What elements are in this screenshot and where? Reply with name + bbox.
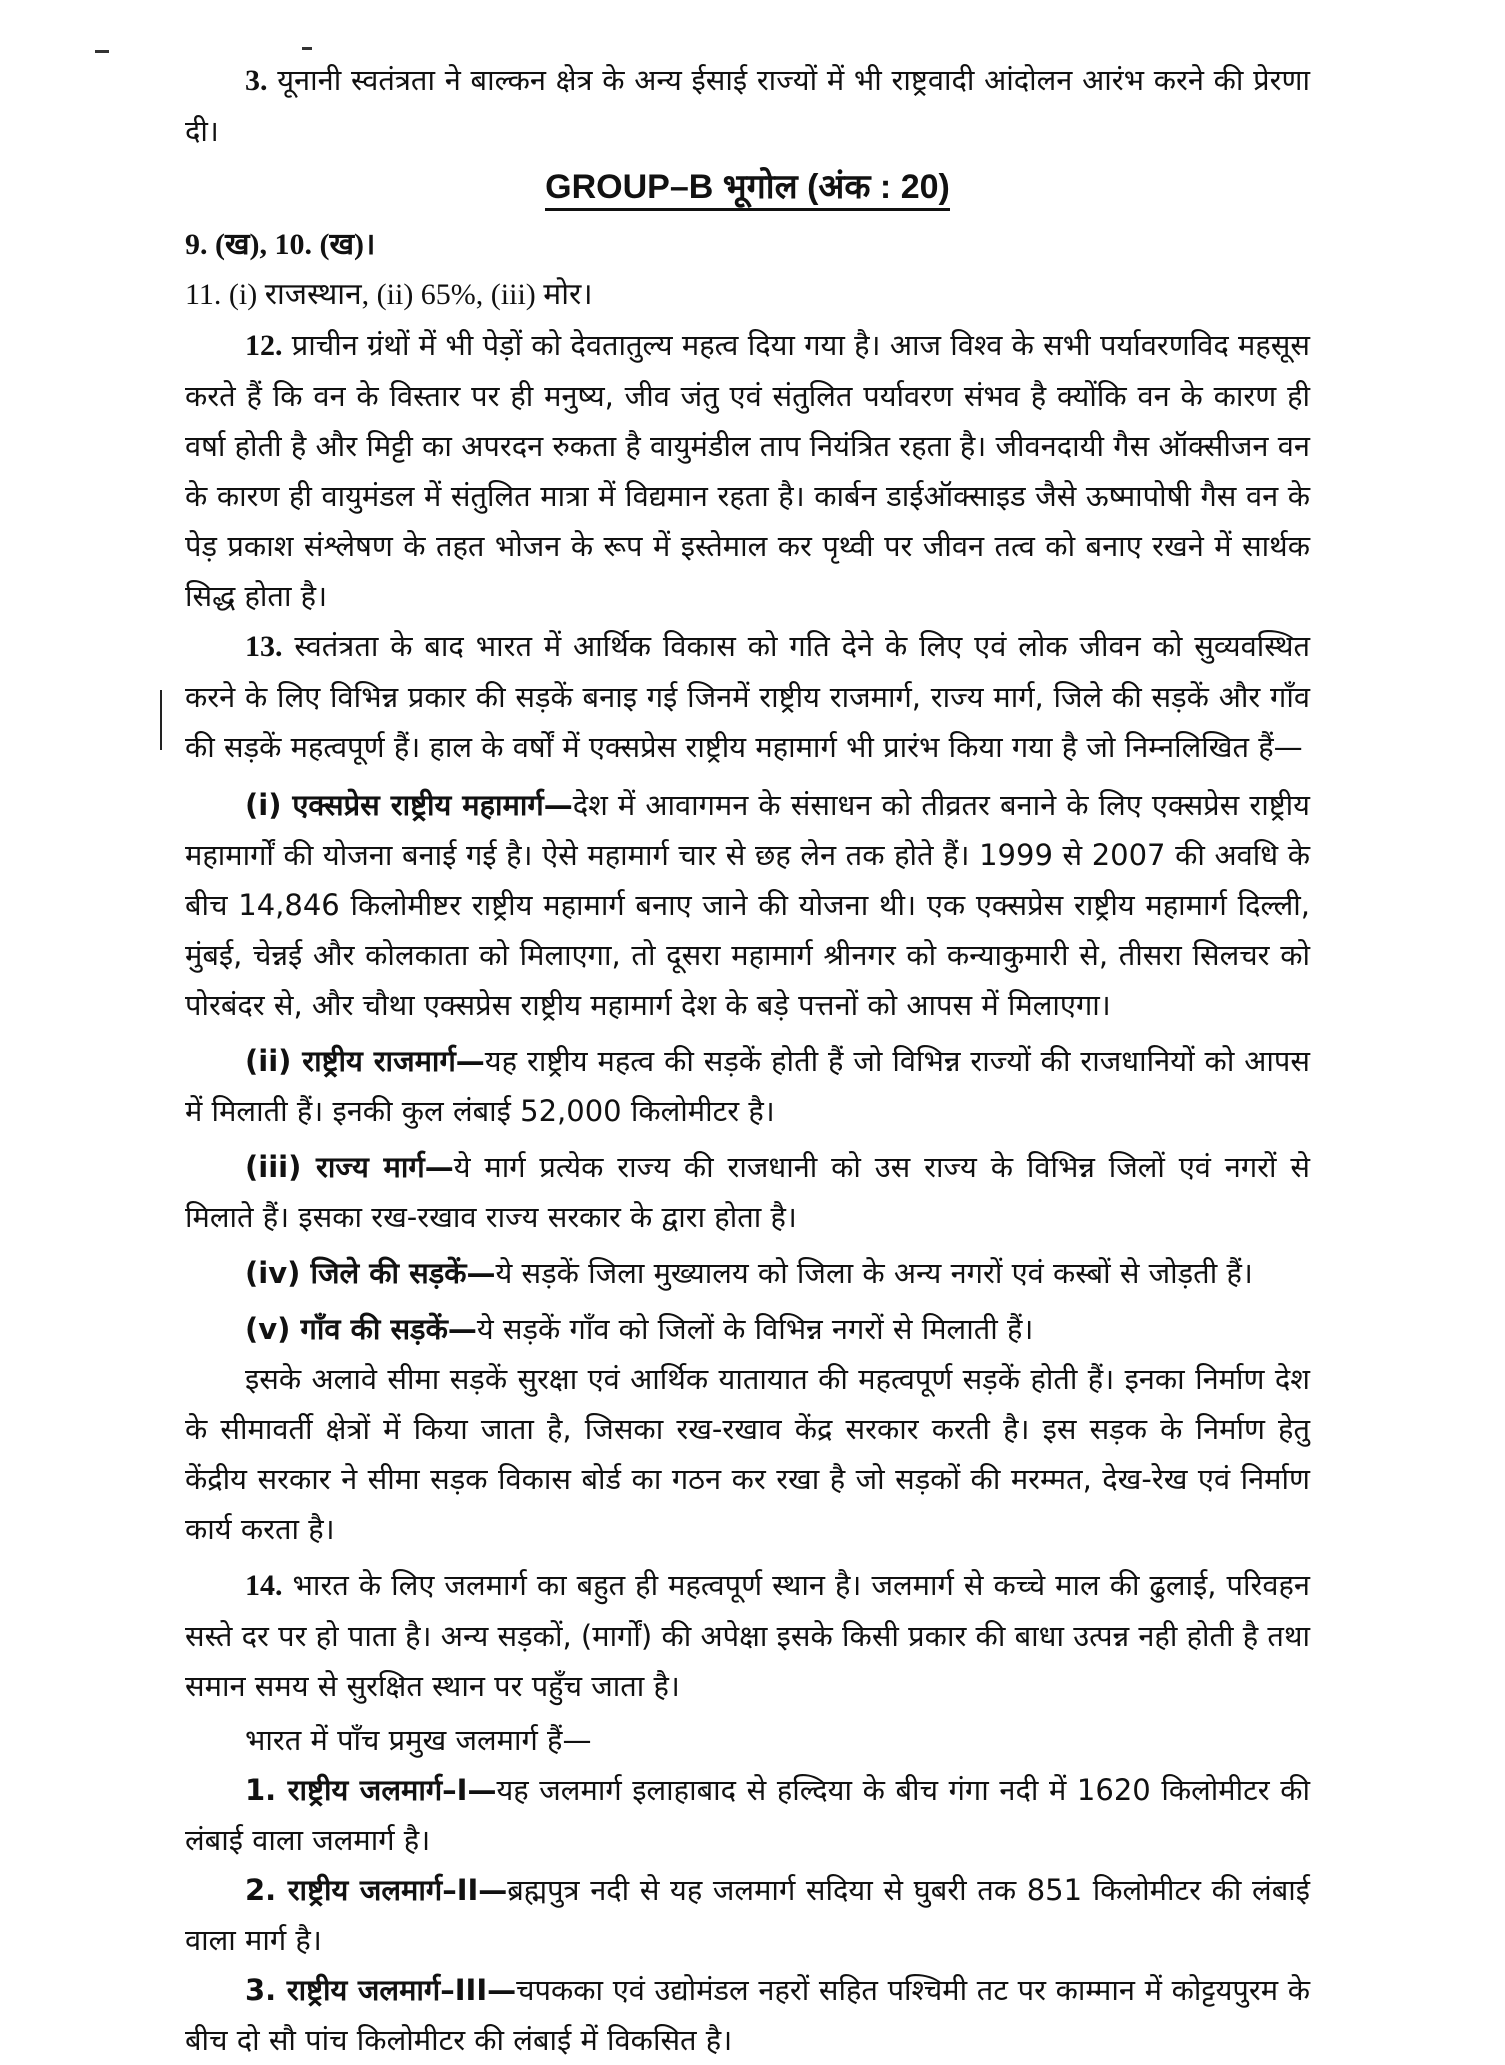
waterway-label: 3. राष्ट्रीय जलमार्ग–III—: [245, 1973, 517, 2007]
waterway-text: चपकका एवं उद्योमंडल नहरों सहित पश्चिमी तट पर काम्मान में कोट्टयपुरम के बीच दो सौ पांच किलोमीटर की लंबाई में विकसित है।: [185, 1973, 1310, 2057]
waterway-label: 1. राष्ट्रीय जलमार्ग–I—: [245, 1773, 497, 1807]
waterways-intro: [185, 1715, 1310, 1765]
answer-11: [185, 270, 1310, 320]
road-type-label: (iv) जिले की सड़कें—: [245, 1256, 496, 1290]
border-roads-text: इसके अलावे सीमा सड़कें सुरक्षा एवं आर्थिक यातायात की महत्वपूर्ण सड़कें होती हैं। इनका निर्माण देश के सीमावर्ती क्षेत्रों में किया जाता है, जिसका रख-रखाव केंद्र सरकार करती है। इस सड़क के निर्माण हेतु केंद्रीय सरकार ने सीमा सड़क विकास बोर्ड का गठन कर रखा है जो सड़कों की मरम्मत, देख-रेख एवं निर्माण कार्य करता है।: [185, 1362, 1310, 1546]
waterway-3: [185, 1965, 1310, 2065]
section-heading-text: GROUP–B भूगोल (अंक : 20): [545, 168, 950, 211]
road-type-text: यह राष्ट्रीय महत्व की सड़कें होती हैं जो विभिन्न राज्यों की राजधानियों को आपस में मिलाती हैं। इनकी कुल लंबाई 52,000 किलोमीटर है।: [185, 1044, 1311, 1128]
road-type-national: [185, 1036, 1310, 1136]
waterway-text: यह जलमार्ग इलाहाबाद से हल्दिया के बीच गंगा नदी में 1620 किलोमीटर की लंबाई वाला जलमार्ग है।: [185, 1773, 1311, 1857]
question-number: 12.: [245, 329, 283, 362]
road-type-label: (i) एक्सप्रेस राष्ट्रीय महामार्ग—: [245, 788, 573, 822]
road-type-text: देश में आवागमन के संसाधन को तीव्रतर बनाने के लिए एक्सप्रेस राष्ट्रीय महामार्गों की योजना बनाई गई है। ऐसे महामार्ग चार से छह लेन तक होते हैं। 1999 से 2007 की अवधि के बीच 14,846 किलोमीष्टर राष्ट्रीय महामार्ग बनाए जाने की योजना थी। एक एक्सप्रेस राष्ट्रीय महामार्ग दिल्ली, मुंबई, चेन्नई और कोलकाता को मिलाएगा, तो दूसरा महामार्ग श्रीनगर को कन्याकुमारी से, तीसरा सिलचर को पोरबंदर से, और चौथा एक्सप्रेस राष्ट्रीय महामार्ग देश के बड़े पत्तनों को आपस में मिलाएगा।: [185, 788, 1310, 1022]
document-page: [185, 55, 1310, 2065]
road-type-label: (iii) राज्य मार्ग—: [245, 1150, 454, 1184]
border-roads-paragraph: [185, 1354, 1310, 1554]
waterway-text: ब्रह्मपुत्र नदी से यह जलमार्ग सदिया से घुबरी तक 851 किलोमीटर की लंबाई वाला मार्ग है।: [185, 1873, 1311, 1957]
road-type-village: [185, 1304, 1310, 1354]
road-type-text: ये सड़कें गाँव को जिलों के विभिन्न नगरों से मिलाती हैं।: [476, 1312, 1034, 1346]
road-type-text: ये मार्ग प्रत्येक राज्य की राजधानी को उस राज्य के विभिन्न जिलों एवं नगरों से मिलाते हैं। इसका रख-रखाव राज्य सरकार के द्वारा होता है।: [185, 1150, 1310, 1234]
margin-mark: [160, 690, 162, 750]
point-text: यूनानी स्वतंत्रता ने बाल्कन क्षेत्र के अन्य ईसाई राज्यों में भी राष्ट्रवादी आंदोलन आरंभ करने की प्रेरणा दी।: [185, 63, 1311, 148]
waterway-2: [185, 1865, 1310, 1965]
history-point-3: [185, 55, 1310, 156]
road-type-label: (v) गाँव की सड़कें—: [245, 1312, 477, 1346]
scan-artifact: [302, 47, 312, 50]
answer-11-text: 11. (i) राजस्थान, (ii) 65%, (iii) मोर।: [185, 278, 593, 311]
answer-14: [185, 1560, 1310, 1711]
answer-14-text: भारत के लिए जलमार्ग का बहुत ही महत्वपूर्ण स्थान है। जलमार्ग से कच्चे माल की ढुलाई, परिवहन सस्ते दर पर हो पाता है। अन्य सड़कों, (मार्गों) की अपेक्षा इसके किसी प्रकार की बाधा उत्पन्न नही होती है तथा समान समय से सुरक्षित स्थान पर पहुँच जाता है।: [185, 1568, 1311, 1703]
answer-13-text: स्वतंत्रता के बाद भारत में आर्थिक विकास को गति देने के लिए एवं लोक जीवन को सुव्यवस्थित करने के लिए विभिन्न प्रकार की सड़कें बनाइ गई जिनमें राष्ट्रीय राजमार्ग, राज्य मार्ग, जिले की सड़कें और गाँव की सड़कें महत्वपूर्ण हैं। हाल के वर्षों में एक्सप्रेस राष्ट्रीय महामार्ग भी प्रारंभ किया गया है जो निम्नलिखित हैं—: [185, 629, 1311, 764]
answer-9-10-text: 9. (ख), 10. (ख)।: [185, 228, 376, 261]
point-number: 3.: [245, 64, 268, 97]
answer-12: [185, 320, 1310, 621]
road-type-state: [185, 1142, 1310, 1242]
answer-9-10: [185, 220, 1310, 270]
road-type-text: ये सड़कें जिला मुख्यालय को जिला के अन्य नगरों एवं कस्बों से जोड़ती हैं।: [495, 1256, 1253, 1290]
road-type-express: [185, 780, 1310, 1030]
road-type-district: [185, 1248, 1310, 1298]
road-type-label: (ii) राष्ट्रीय राजमार्ग—: [245, 1044, 485, 1078]
question-number: 14.: [245, 1569, 283, 1602]
answer-12-text: प्राचीन ग्रंथों में भी पेड़ों को देवतातुल्य महत्व दिया गया है। आज विश्व के सभी पर्यावरणविद महसूस करते हैं कि वन के विस्तार पर ही मनुष्य, जीव जंतु एवं संतुलित पर्यावरण संभव है क्योंकि वन के कारण ही वर्षा होती है और मिट्टी का अपरदन रुकता है वायुमंडील ताप नियंत्रित रहता है। जीवनदायी गैस ऑक्सीजन वन के कारण ही वायुमंडल में संतुलित मात्रा में विद्यमान रहता है। कार्बन डाईऑक्साइड जैसे ऊष्मापोषी गैस वन के पेड़ प्रकाश संश्लेषण के तहत भोजन के रूप में इस्तेमाल कर पृथ्वी पर जीवन तत्व को बनाए रखने में सार्थक सिद्ध होता है।: [185, 328, 1310, 613]
waterways-intro-text: भारत में पाँच प्रमुख जलमार्ग हैं—: [245, 1723, 592, 1757]
section-heading: [185, 162, 1310, 212]
waterway-label: 2. राष्ट्रीय जलमार्ग–II—: [245, 1873, 508, 1907]
answer-13: [185, 621, 1310, 772]
question-number: 13.: [245, 630, 283, 663]
waterway-1: [185, 1765, 1310, 1865]
scan-artifact: [95, 50, 109, 53]
